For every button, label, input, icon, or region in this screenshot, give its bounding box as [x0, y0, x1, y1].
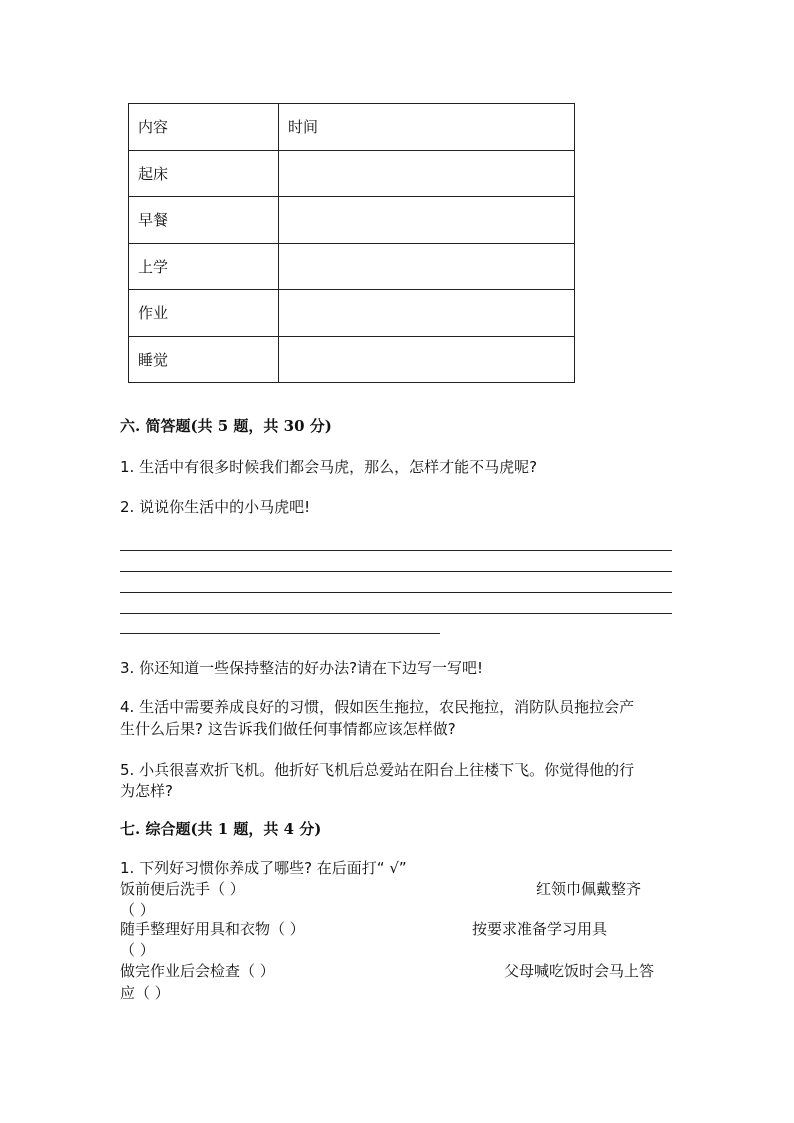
habit-item-red-scarf: 红领巾佩戴整齐 — [536, 880, 642, 898]
question-6-3: 3. 你还知道一些保持整洁的好办法?请在下边写一写吧! — [120, 659, 484, 677]
table-header-cell: 内容 — [129, 104, 279, 151]
habit-item-red-scarf-answer[interactable]: （ ） — [120, 901, 155, 919]
table-row — [129, 197, 575, 244]
answer-line[interactable] — [120, 550, 672, 551]
table-cell — [279, 290, 575, 337]
table-cell — [279, 197, 575, 244]
section-6-title: 六. 简答题(共 5 题，共 30 分) — [120, 417, 332, 435]
answer-line[interactable] — [120, 571, 672, 572]
table-cell: 早餐 — [129, 197, 279, 244]
table-cell — [279, 150, 575, 197]
question-6-5-line1: 5. 小兵很喜欢折飞机。他折好飞机后总爱站在阳台上往楼下飞。你觉得他的行 — [120, 761, 635, 779]
section-7-title: 七. 综合题(共 1 题，共 4 分) — [120, 820, 322, 838]
table-cell: 睡觉 — [129, 336, 279, 383]
question-6-4-line2: 生什么后果? 这告诉我们做任何事情都应该怎样做? — [120, 720, 456, 738]
answer-line[interactable] — [120, 633, 440, 634]
question-6-4-line1: 4. 生活中需要养成良好的习惯，假如医生拖拉，农民拖拉，消防队员拖拉会产 — [120, 698, 635, 716]
table-cell: 上学 — [129, 243, 279, 290]
table-cell — [279, 243, 575, 290]
schedule-table — [128, 103, 575, 383]
question-7-1: 1. 下列好习惯你养成了哪些? 在后面打“ √” — [120, 859, 407, 877]
table-cell: 作业 — [129, 290, 279, 337]
answer-line[interactable] — [120, 592, 672, 593]
habit-item-wash-hands: 饭前便后洗手（ ） — [120, 880, 245, 898]
table-cell: 起床 — [129, 150, 279, 197]
table-row — [129, 150, 575, 197]
habit-item-tidy-items: 随手整理好用具和衣物（ ） — [120, 920, 305, 938]
table-header-cell: 时间 — [279, 104, 575, 151]
table-row — [129, 243, 575, 290]
habit-item-answer-parents-cont[interactable]: 应（ ） — [120, 984, 170, 1002]
habit-item-answer-parents: 父母喊吃饭时会马上答 — [504, 962, 655, 980]
question-6-2: 2. 说说你生活中的小马虎吧! — [120, 498, 311, 516]
question-6-1: 1. 生活中有很多时候我们都会马虎，那么，怎样才能不马虎呢? — [120, 458, 538, 476]
table-row — [129, 290, 575, 337]
answer-line[interactable] — [120, 613, 672, 614]
table-row — [129, 336, 575, 383]
habit-item-check-homework: 做完作业后会检查（ ） — [120, 962, 275, 980]
question-6-5-line2: 为怎样? — [120, 782, 173, 800]
habit-item-school-supplies-answer[interactable]: （ ） — [120, 941, 155, 959]
table-cell — [279, 336, 575, 383]
habit-item-school-supplies: 按要求准备学习用具 — [472, 920, 608, 938]
table-header-row — [129, 104, 575, 151]
